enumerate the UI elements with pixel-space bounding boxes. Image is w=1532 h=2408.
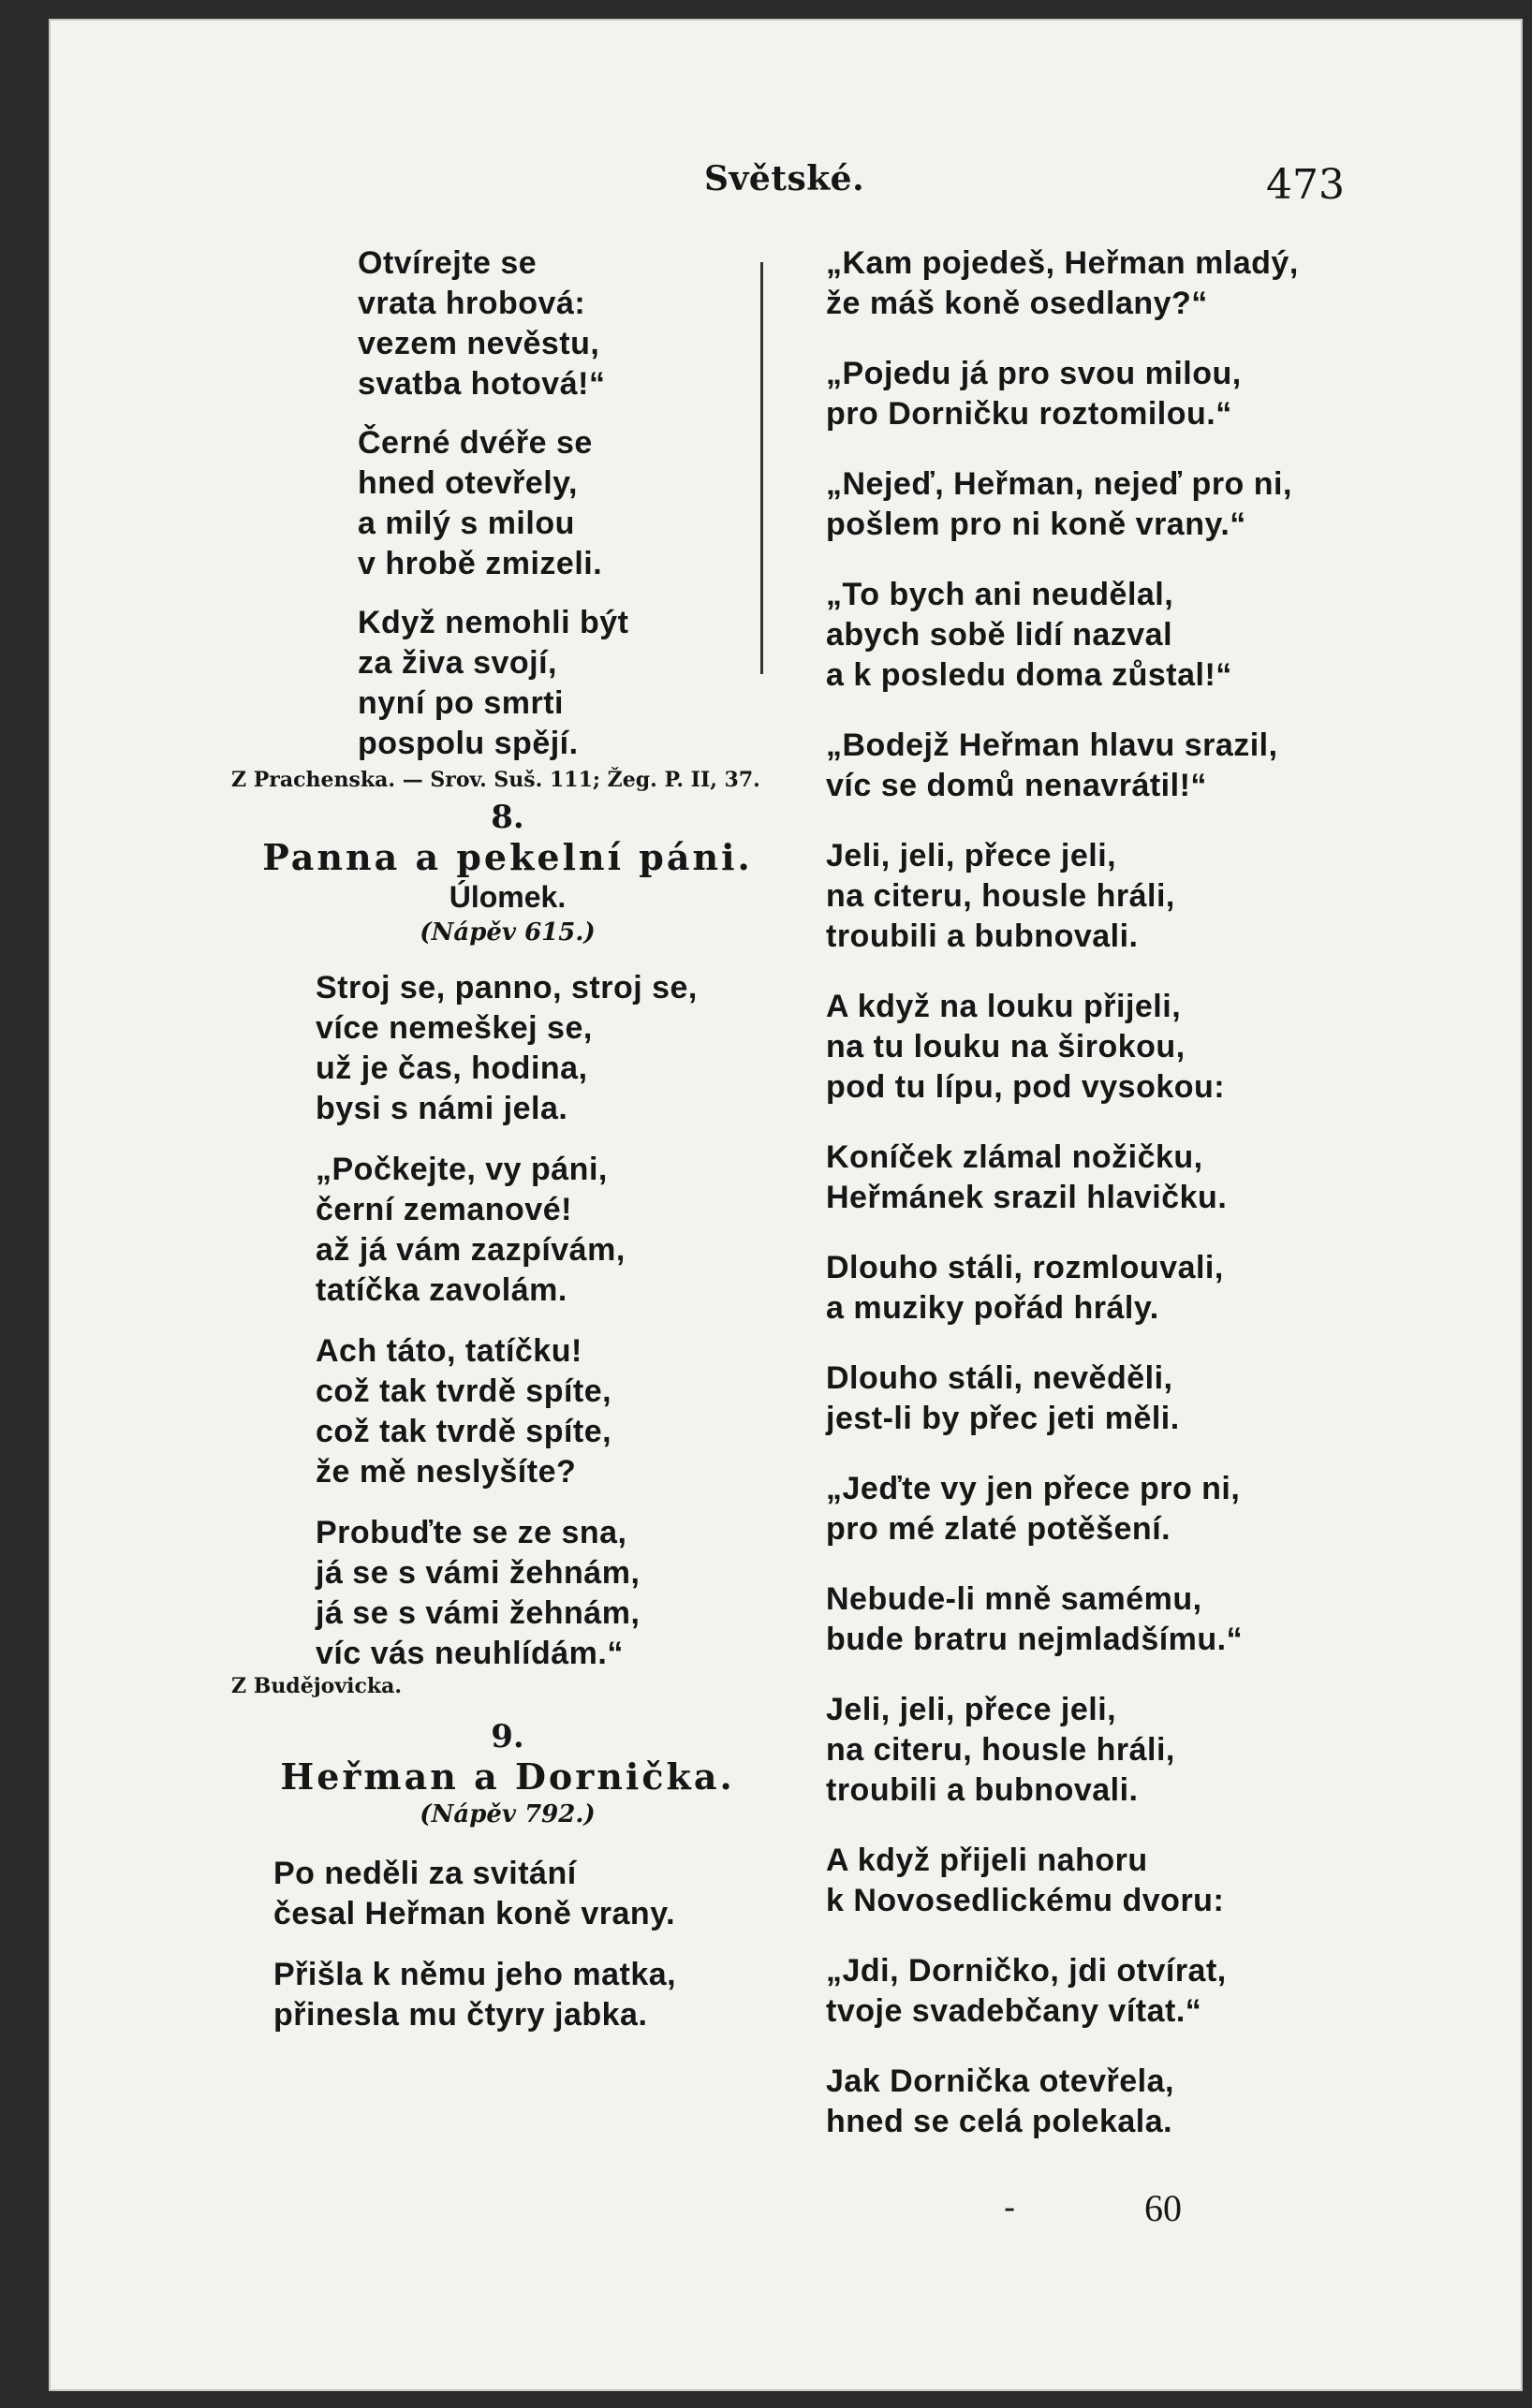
- stanza: [826, 464, 1407, 545]
- song8-number: 8.: [491, 799, 524, 836]
- verse-line: více nemeškej se,: [316, 1010, 593, 1046]
- verse-line: „To bych ani neudělal,: [826, 577, 1174, 612]
- verse-line: na citeru, housle hráli,: [826, 1732, 1175, 1768]
- song9-tune: (Nápěv 792.): [420, 1800, 596, 1828]
- printer-signature: 60: [1144, 2187, 1182, 2229]
- verse-line: bysi s námi jela.: [316, 1091, 568, 1126]
- verse-line: Když nemohli být: [358, 605, 629, 640]
- verse-line: „Jeďte vy jen přece pro ni,: [826, 1471, 1241, 1506]
- stanza: [316, 1331, 798, 1492]
- signature-dash: -: [1004, 2189, 1016, 2227]
- verse-line: Dlouho stáli, nevěděli,: [826, 1360, 1173, 1396]
- song8-stanzas: [316, 968, 798, 1674]
- running-title: Světské.: [704, 159, 865, 198]
- stanza: [826, 1951, 1407, 2032]
- verse-line: že mě neslyšíte?: [316, 1454, 577, 1490]
- verse-line: což tak tvrdě spíte,: [316, 1373, 612, 1409]
- song7-source: Z Prachenska. — Srov. Suš. 111; Žeg. P. II, 37.: [231, 768, 760, 792]
- verse-line: Nebude-li mně samému,: [826, 1581, 1202, 1617]
- verse-line: Ach táto, tatíčku!: [316, 1333, 582, 1369]
- song7-tail: [358, 243, 798, 764]
- verse-line: troubili a bubnovali.: [826, 918, 1139, 954]
- stanza: [316, 968, 798, 1129]
- verse-line: A když na louku přijeli,: [826, 989, 1182, 1024]
- verse-line: pod tu lípu, pod vysokou:: [826, 1069, 1226, 1105]
- verse-line: abych sobě lidí nazval: [826, 617, 1173, 653]
- song8-tune: (Nápěv 615.): [420, 918, 596, 947]
- stanza: [826, 243, 1407, 324]
- stanza: [826, 354, 1407, 434]
- verse-line: Dlouho stáli, rozmlouvali,: [826, 1250, 1224, 1285]
- stanza: [826, 726, 1407, 806]
- verse-line: česal Heřman koně vrany.: [273, 1896, 676, 1931]
- verse-line: vezem nevěstu,: [358, 326, 600, 361]
- verse-line: což tak tvrdě spíte,: [316, 1414, 612, 1449]
- stanza: [826, 836, 1407, 957]
- verse-line: vrata hrobová:: [358, 286, 586, 321]
- stanza: [316, 1513, 798, 1674]
- verse-line: „Pojedu já pro svou milou,: [826, 356, 1242, 391]
- verse-line: že máš koně osedlany?“: [826, 286, 1208, 321]
- verse-line: víc vás neuhlídám.“: [316, 1636, 624, 1671]
- verse-line: a k posledu doma zůstal!“: [826, 657, 1232, 693]
- stanza: [358, 603, 798, 764]
- book-page: [49, 19, 1523, 2391]
- verse-line: Jak Dornička otevřela,: [826, 2063, 1174, 2099]
- verse-line: Přišla k němu jeho matka,: [273, 1957, 677, 1992]
- song8-title: Panna a pekelní páni.: [262, 836, 753, 878]
- stanza: [826, 987, 1407, 1108]
- verse-line: Otvírejte se: [358, 245, 538, 281]
- verse-line: troubili a bubnovali.: [826, 1772, 1139, 1808]
- verse-line: „Nejeď, Heřman, nejeď pro ni,: [826, 466, 1292, 502]
- verse-line: Po neděli za svitání: [273, 1856, 577, 1891]
- verse-line: Stroj se, panno, stroj se,: [316, 970, 698, 1006]
- stanza: [358, 423, 798, 584]
- verse-line: až já vám zazpívám,: [316, 1232, 626, 1268]
- stanza: [826, 1469, 1407, 1549]
- verse-line: a muziky pořád hrály.: [826, 1290, 1159, 1326]
- stanza: [826, 1690, 1407, 1811]
- verse-line: „Kam pojedeš, Heřman mladý,: [826, 245, 1299, 281]
- stanza: [826, 2062, 1407, 2142]
- stanza: [826, 575, 1407, 696]
- stanza: [316, 1150, 798, 1311]
- stanza: [826, 1358, 1407, 1439]
- verse-line: „Jdi, Dorničko, jdi otvírat,: [826, 1953, 1227, 1989]
- verse-line: „Počkejte, vy páni,: [316, 1152, 608, 1187]
- verse-line: k Novosedlickému dvoru:: [826, 1883, 1225, 1918]
- verse-line: pro mé zlaté potěšení.: [826, 1511, 1171, 1547]
- verse-line: víc se domů nenavrátil!“: [826, 768, 1207, 803]
- song9-heading: [199, 1717, 817, 1831]
- stanza: [826, 1579, 1407, 1660]
- verse-line: svatba hotová!“: [358, 366, 606, 402]
- song8-subtitle: Úlomek.: [449, 880, 567, 914]
- stanza: [358, 243, 798, 404]
- song8-source: Z Budějovicka.: [231, 1674, 403, 1698]
- verse-line: Černé dvéře se: [358, 425, 593, 461]
- verse-line: Heřmánek srazil hlavičku.: [826, 1180, 1228, 1215]
- verse-line: Jeli, jeli, přece jeli,: [826, 838, 1117, 874]
- stanza: [826, 1248, 1407, 1329]
- song9-stanzas: [273, 1854, 798, 2035]
- stanza: [273, 1955, 798, 2035]
- verse-line: černí zemanové!: [316, 1192, 572, 1227]
- verse-line: já se s vámi žehnám,: [316, 1595, 641, 1631]
- verse-line: Koníček zlámal nožičku,: [826, 1139, 1203, 1175]
- verse-line: a milý s milou: [358, 506, 575, 541]
- verse-line: tvoje svadebčany vítat.“: [826, 1993, 1202, 2029]
- stanza: [826, 1138, 1407, 1218]
- verse-line: jest-li by přec jeti měli.: [826, 1401, 1180, 1436]
- song9-number: 9.: [491, 1718, 524, 1755]
- verse-line: na citeru, housle hráli,: [826, 878, 1175, 914]
- page-header: [49, 159, 1523, 215]
- verse-line: Jeli, jeli, přece jeli,: [826, 1692, 1117, 1727]
- verse-line: já se s vámi žehnám,: [316, 1555, 641, 1591]
- left-column: [180, 243, 798, 2035]
- verse-line: pošlem pro ni koně vrany.“: [826, 507, 1246, 542]
- verse-line: přinesla mu čtyry jabka.: [273, 1997, 648, 2033]
- verse-line: nyní po smrti: [358, 685, 564, 721]
- verse-line: A když přijeli nahoru: [826, 1843, 1148, 1878]
- verse-line: hned otevřely,: [358, 465, 578, 501]
- verse-line: Probuďte se ze sna,: [316, 1515, 627, 1550]
- verse-line: v hrobě zmizeli.: [358, 546, 603, 581]
- page-number: 473: [1266, 161, 1345, 209]
- verse-line: za živa svojí,: [358, 645, 557, 681]
- verse-line: na tu louku na širokou,: [826, 1029, 1186, 1065]
- verse-line: už je čas, hodina,: [316, 1050, 588, 1086]
- verse-line: „Bodejž Heřman hlavu srazil,: [826, 727, 1278, 763]
- right-column: [826, 243, 1407, 2142]
- verse-line: hned se celá polekala.: [826, 2104, 1173, 2139]
- song9-title: Heřman a Dornička.: [280, 1755, 735, 1798]
- verse-line: pospolu spějí.: [358, 726, 579, 761]
- verse-line: pro Dorničku roztomilou.“: [826, 396, 1232, 432]
- verse-line: tatíčka zavolám.: [316, 1272, 567, 1308]
- stanza: [826, 1841, 1407, 1921]
- verse-line: bude bratru nejmladšímu.“: [826, 1622, 1244, 1657]
- song8-heading: [199, 798, 817, 949]
- stanza: [273, 1854, 798, 1934]
